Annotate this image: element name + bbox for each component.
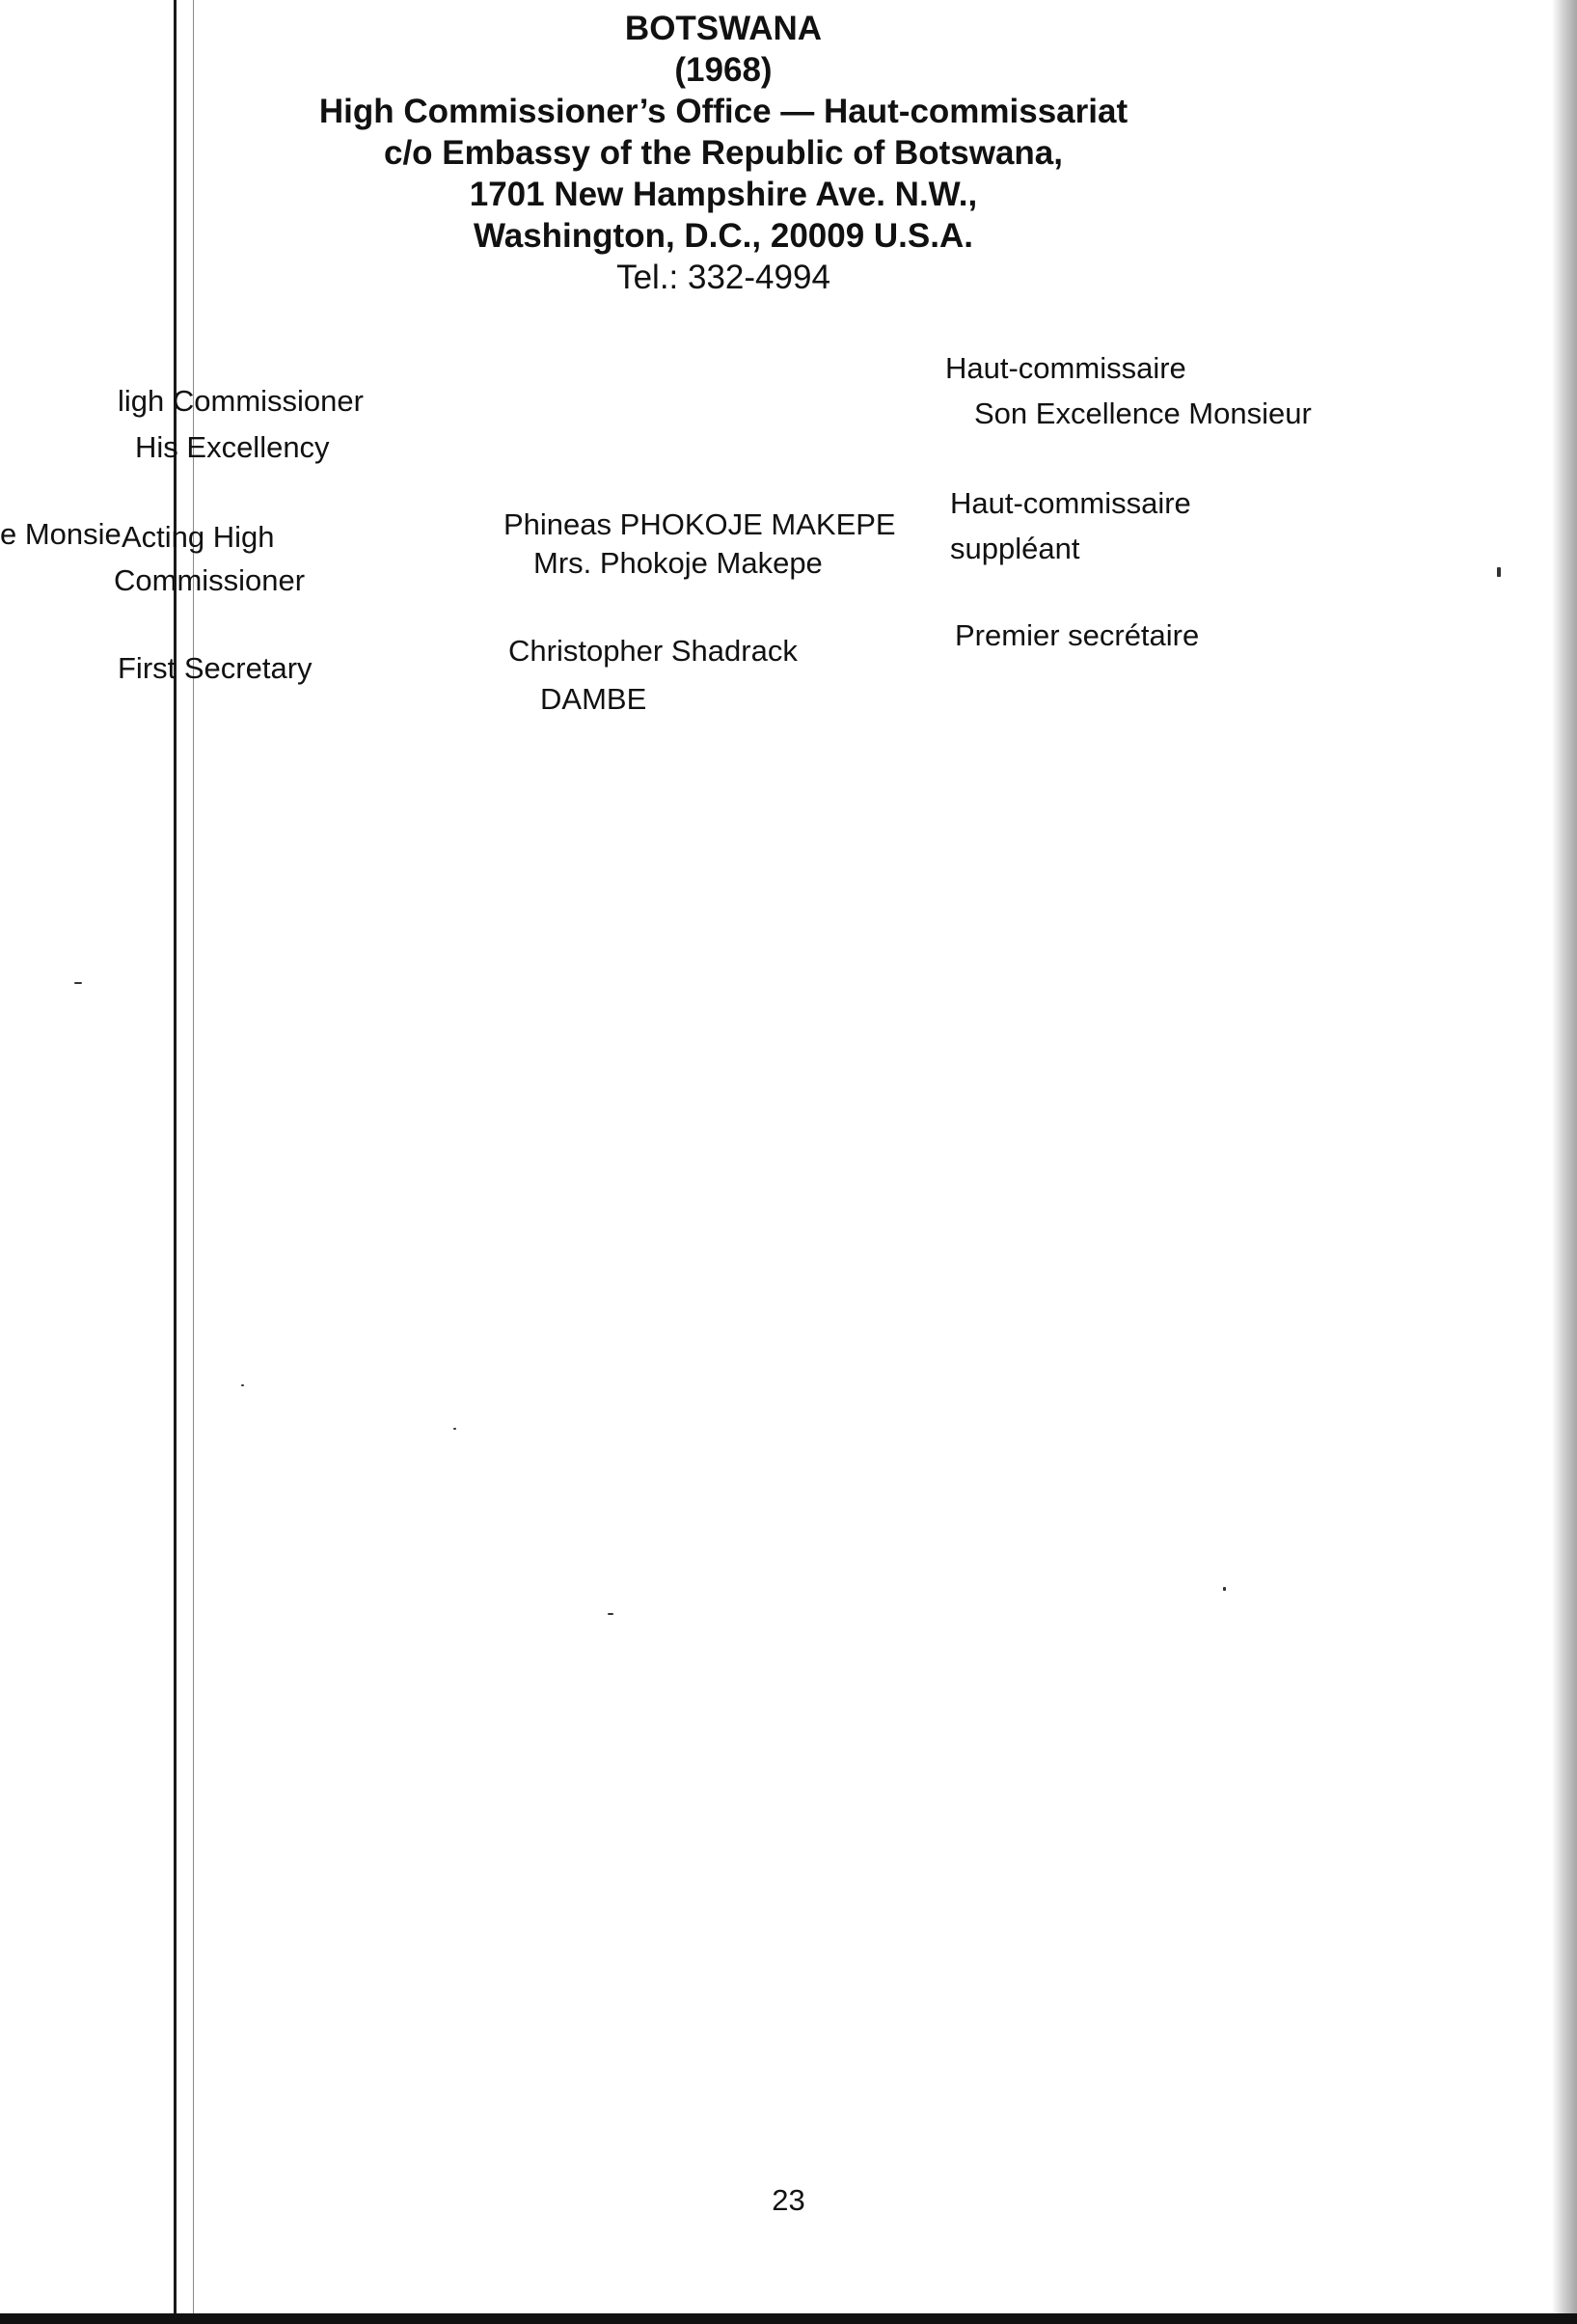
entry-honorific-en: His Excellency (135, 430, 330, 464)
scan-speck (1497, 567, 1501, 577)
entry-title-fr: Haut-commissaire (945, 351, 1186, 385)
scan-speck (453, 1428, 456, 1430)
scan-speck (74, 982, 82, 984)
entry-title-en: First Secretary (118, 651, 313, 685)
entry-honorific-fr: Son Excellence Monsieur (974, 396, 1312, 430)
entry-name: Phineas PHOKOJE MAKEPE (503, 507, 896, 541)
scan-speck (1223, 1587, 1226, 1591)
scan-speck (241, 1384, 244, 1386)
binding-edge-line (174, 0, 177, 2324)
street-line: 1701 New Hampshire Ave. N.W., (469, 176, 978, 213)
bottom-scan-edge (0, 2313, 1577, 2324)
telephone-line: Tel.: 332-4994 (616, 259, 830, 296)
city-line: Washington, D.C., 20009 U.S.A. (474, 217, 973, 255)
office-heading: High Commissioner’s Office — Haut-commissariat (318, 93, 1128, 130)
bleed-through-fragment: e Monsie (0, 517, 122, 551)
page-header (0, 8, 1447, 298)
entry-title-fr-line2: suppléant (950, 532, 1080, 565)
entry-name-line1: Christopher Shadrack (508, 634, 798, 668)
scan-speck (608, 1613, 613, 1615)
page-edge-shadow (1552, 0, 1577, 2313)
entry-title-en: ligh Commissioner (118, 384, 364, 418)
country-heading: BOTSWANA (624, 10, 823, 47)
entry-title-en-line1: Acting High (122, 520, 275, 554)
entry-name-line2: DAMBE (540, 682, 647, 716)
entry-title-fr-line1: Haut-commissaire (950, 486, 1191, 520)
page-number: 23 (772, 2183, 805, 2217)
entry-title-en-line2: Commissioner (114, 563, 306, 597)
year-heading: (1968) (674, 51, 773, 89)
entry-title-fr: Premier secrétaire (955, 618, 1200, 652)
binding-shadow-line (193, 0, 194, 2324)
entry-spouse: Mrs. Phokoje Makepe (533, 546, 823, 580)
embassy-line: c/o Embassy of the Republic of Botswana, (383, 134, 1064, 172)
